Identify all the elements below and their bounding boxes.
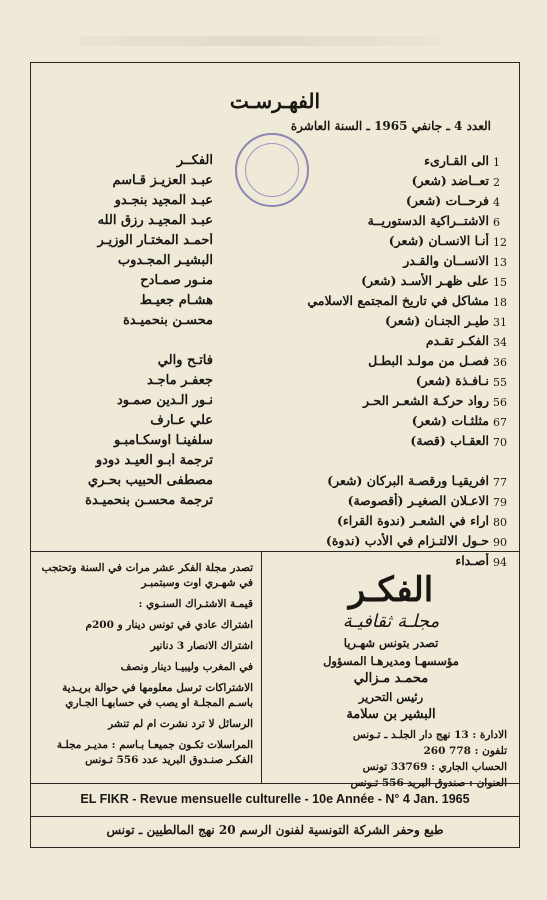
toc-row (31, 473, 519, 493)
section-divider (31, 551, 519, 552)
phone-line: تلفون : 778 260 (423, 745, 507, 757)
info-item: في المغرب وليبيـا دينار ونصف (120, 661, 253, 673)
toc-row (31, 173, 519, 193)
toc-entry-title: مثلثـات (شعر) (411, 413, 489, 428)
toc-page-number: 1 (493, 156, 500, 169)
toc-row (31, 533, 519, 553)
toc-entry-author: ترجمة أبـو العيـد دودو (95, 453, 213, 468)
toc-row (31, 493, 519, 513)
toc-entry-title: الاعـلان الصغيـر (أقصوصة) (347, 493, 489, 508)
toc-page (30, 62, 520, 848)
toc-page-number: 36 (493, 356, 507, 369)
toc-row (31, 333, 519, 353)
page-title: الفهـرسـت (229, 89, 321, 113)
toc-entry-author: محسـن بنحميـدة (123, 313, 213, 328)
toc-page-number: 79 (493, 496, 507, 509)
info-item: المراسلات تكـون جميعـا بـاسم : مديـر مجلـة الفكـر صنـدوق البريد عدد 556 تـونس (56, 739, 253, 766)
toc-entry-title: أصـداء (455, 553, 489, 568)
toc-entry-title: حـول الالتـزام في الأدب (ندوة) (325, 533, 489, 548)
toc-row (31, 373, 519, 393)
founder-name: محمـد مـزالي (353, 671, 429, 686)
printer-line: طبع وحفر الشركة التونسية لفنون الرسم 20 نهج المالطيين ـ تونس (106, 823, 444, 837)
toc-row (31, 193, 519, 213)
toc-page-number: 13 (493, 256, 507, 269)
toc-entry-author: سلفينـا اوسكـامبـو (113, 433, 213, 448)
toc-row (31, 433, 519, 453)
toc-entry-author: مصطفى الحبيب بحـري (87, 473, 213, 488)
toc-row (31, 353, 519, 373)
toc-page-number: 4 (493, 196, 500, 209)
footer-banner: EL FIKR - Revue mensuelle culturelle - 10e Année - N° 4 Jan. 1965 (31, 783, 519, 817)
toc-row (31, 393, 519, 413)
toc-row (31, 153, 519, 173)
toc-entry-author: ترجمة محسـن بنحميـدة (85, 493, 213, 508)
info-item: قيمـة الاشتـراك السنـوي : (138, 598, 253, 610)
info-item: الرسائل لا ترد نشرت ام لم تنشر (108, 718, 253, 730)
masthead (267, 561, 515, 791)
toc-entry-author: أحمـد المختـار الوزيـر (97, 233, 213, 248)
toc-entry-author: هشـام جعيـط (139, 293, 213, 308)
toc-entry-title: فصـل من مولـد البطـل (368, 353, 489, 368)
toc-page-number: 94 (493, 556, 507, 569)
toc-entry-author: نـور الـدين صمـود (116, 393, 213, 408)
founder-label: مؤسسهـا ومديرهـا المسؤول (323, 654, 459, 668)
toc-entry-title: الانســان والقـدر (403, 253, 489, 268)
toc-entry-title: تعــاضد (شعر) (411, 173, 489, 188)
toc-page-number: 80 (493, 516, 507, 529)
toc-row (31, 253, 519, 273)
toc-entry-title: الاشتــراكية الدستوريــة (367, 213, 489, 228)
toc-page-number: 31 (493, 316, 507, 329)
toc-page-number: 6 (493, 216, 500, 229)
toc-row (31, 213, 519, 233)
toc-entry-title: أنـا الانسـان (شعر) (388, 233, 489, 248)
toc-page-number: 67 (493, 416, 507, 429)
toc-entry-title: العقـاب (قصة) (410, 433, 489, 448)
toc-entry-author: عبـد المجيـد رزق الله (97, 213, 213, 228)
toc-entry-author: عبـد العزيـز قـاسم (112, 173, 213, 188)
toc-row (31, 233, 519, 253)
toc-entry-author: منـور صمـادح (140, 273, 213, 288)
toc-entry-author: الفكــر (176, 153, 213, 168)
toc-entry-title: رواد حركـة الشعـر الحـر (362, 393, 489, 408)
account-line: الحساب الجاري : 33769 تونس (362, 761, 507, 773)
toc-page-number: 56 (493, 396, 507, 409)
toc-page-number: 77 (493, 476, 507, 489)
toc-entry-title: على ظهـر الأسـد (شعر) (361, 273, 489, 288)
toc-page-number: 2 (493, 176, 500, 189)
address-line: الادارة : 13 نهج دار الجلـد ـ تـونس (352, 729, 507, 741)
issue-line: العدد 4 ـ جانفي 1965 ـ السنة العاشرة (290, 119, 491, 133)
toc-entry-author: البشيـر المجـدوب (117, 253, 213, 268)
toc-entry-title: افريقيـا ورقصـة البركان (شعر) (327, 473, 489, 488)
toc-page-number: 55 (493, 376, 507, 389)
toc-entry-title: الى القـارىء (424, 153, 489, 168)
page-smudge (80, 36, 440, 46)
toc-entry-title: الفكـر تقـدم (425, 333, 489, 348)
toc-row (31, 513, 519, 533)
toc-entry-author: جعفـر ماجـد (147, 373, 213, 388)
toc-entry-author: عبـد المجيد بنجـدو (114, 193, 213, 208)
toc-row (31, 413, 519, 433)
magazine-subtitle: مجلـة ثقافيـة (342, 611, 440, 632)
toc-page-number: 90 (493, 536, 507, 549)
toc-page-number: 34 (493, 336, 507, 349)
magazine-logo: الفكـر (348, 570, 434, 610)
toc-entry-title: طيـر الجنـان (شعر) (385, 313, 489, 328)
subscription-info (39, 561, 253, 774)
toc-entry-author: فاتـح والي (157, 353, 213, 368)
toc-entry-title: اراء في الشعـر (ندوة القراء) (337, 513, 489, 528)
toc-entry-author: علي عـارف (150, 413, 213, 428)
toc-page-number: 12 (493, 236, 507, 249)
toc-page-number: 70 (493, 436, 507, 449)
toc-page-number: 18 (493, 296, 507, 309)
toc-entry-title: نـافـذة (شعر) (415, 373, 489, 388)
info-item: اشتراك عادي في تونس دينار و 200م (85, 619, 253, 631)
toc-entry-title: مشاكل في تاريخ المجتمع الاسلامي (307, 293, 489, 308)
column-divider (261, 551, 262, 783)
toc-row (31, 293, 519, 313)
postal-line: العنوان : صندوق البريد 556 تـونس (350, 777, 507, 789)
editor-name: البشير بن سلامة (346, 707, 436, 722)
toc-row (31, 453, 519, 473)
editor-label: رئيس التحرير (358, 690, 424, 704)
toc-page-number: 15 (493, 276, 507, 289)
address-block (267, 727, 507, 791)
info-item: اشتراك الانصار 3 دنانير (150, 640, 253, 652)
toc-row (31, 313, 519, 333)
publication-line: تصدر بتونس شهـريا (343, 636, 439, 650)
info-item: تصدر مجلة الفكر عشر مرات في السنة وتحتجب في شهـري اوت وسبتمبـر (41, 562, 253, 589)
info-item: الاشتراكات ترسل معلومها في حوالة بريـدية باسـم المجلـة او يصب في حسابهـا الجـاري (62, 682, 253, 709)
toc-row (31, 273, 519, 293)
toc-entry-title: فرحــات (شعر) (405, 193, 489, 208)
